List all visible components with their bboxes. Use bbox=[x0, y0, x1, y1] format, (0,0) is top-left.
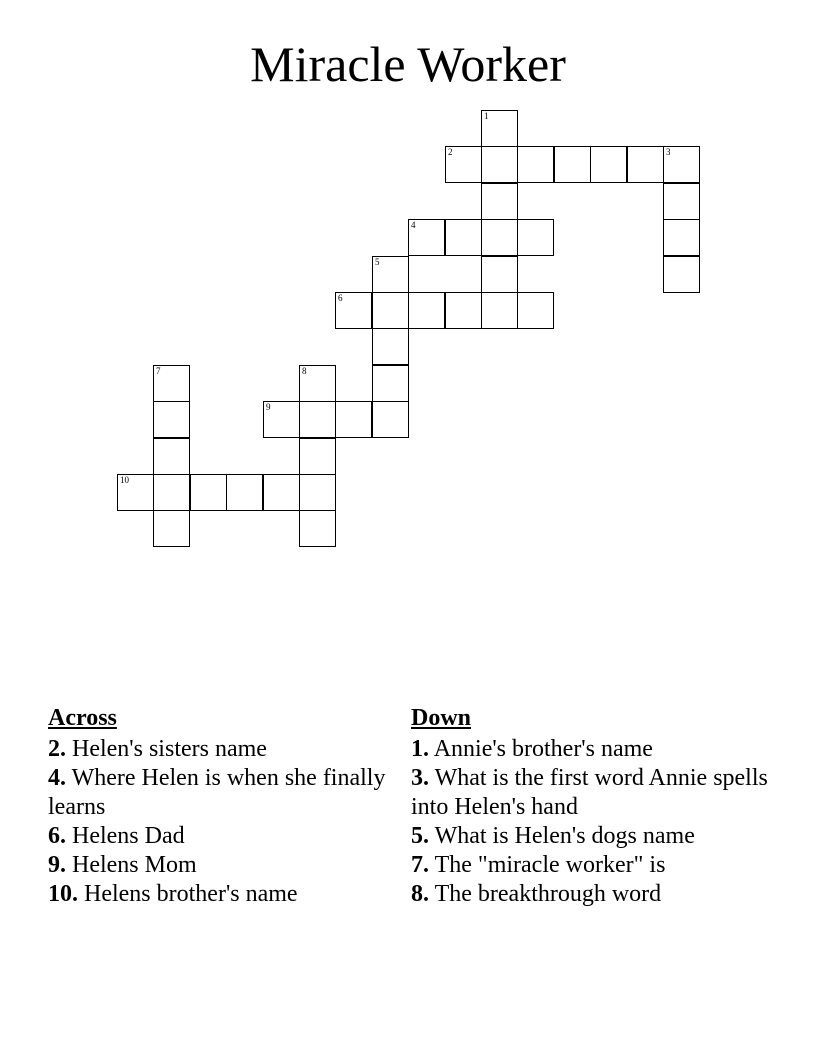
clue-number: 4. bbox=[48, 765, 66, 791]
down-clue bbox=[411, 851, 771, 880]
grid-cell[interactable] bbox=[372, 328, 409, 365]
down-clue bbox=[411, 880, 771, 909]
grid-cell[interactable] bbox=[481, 256, 518, 293]
grid-cell[interactable] bbox=[481, 292, 518, 329]
across-clue bbox=[48, 851, 408, 880]
clue-text: Annie's brother's name bbox=[433, 736, 653, 762]
down-clues bbox=[411, 704, 771, 909]
grid-cell[interactable] bbox=[372, 365, 409, 402]
grid-cell[interactable] bbox=[335, 401, 372, 438]
grid-cell[interactable] bbox=[445, 292, 482, 329]
cell-number: 2 bbox=[448, 147, 453, 157]
grid-cell[interactable] bbox=[445, 146, 482, 183]
grid-cell[interactable] bbox=[517, 146, 554, 183]
clue-number: 7. bbox=[411, 852, 429, 878]
clue-text: The "miracle worker" is bbox=[434, 852, 666, 878]
clue-number: 5. bbox=[411, 823, 429, 849]
grid-cell[interactable] bbox=[153, 401, 190, 438]
grid-cell[interactable] bbox=[663, 219, 700, 256]
clue-number: 10. bbox=[48, 881, 78, 907]
grid-cell[interactable] bbox=[663, 256, 700, 293]
down-clue bbox=[411, 764, 771, 822]
grid-cell[interactable] bbox=[481, 183, 518, 220]
down-clue bbox=[411, 822, 771, 851]
clue-number: 9. bbox=[48, 852, 66, 878]
grid-cell[interactable] bbox=[517, 219, 554, 256]
puzzle-title: Miracle Worker bbox=[250, 36, 566, 92]
across-clue bbox=[48, 880, 408, 909]
grid-cell[interactable] bbox=[627, 146, 664, 183]
cell-number: 3 bbox=[666, 147, 671, 157]
grid-cell[interactable] bbox=[226, 474, 263, 511]
grid-cell[interactable] bbox=[517, 292, 554, 329]
grid-cell[interactable] bbox=[481, 110, 518, 147]
grid-cell[interactable] bbox=[590, 146, 627, 183]
across-clues bbox=[48, 704, 408, 909]
clue-number: 1. bbox=[411, 736, 429, 762]
clue-text: The breakthrough word bbox=[434, 881, 662, 907]
grid-cell[interactable] bbox=[190, 474, 227, 511]
grid-cell[interactable] bbox=[299, 365, 336, 402]
clue-text: What is Helen's dogs name bbox=[434, 823, 695, 849]
grid-cell[interactable] bbox=[263, 401, 300, 438]
grid-cell[interactable] bbox=[372, 256, 409, 293]
cell-number: 8 bbox=[302, 366, 307, 376]
grid-cell[interactable] bbox=[372, 401, 409, 438]
grid-cell[interactable] bbox=[663, 146, 700, 183]
cell-number: 10 bbox=[120, 475, 129, 485]
clue-text: Helens Dad bbox=[72, 823, 185, 849]
cell-number: 7 bbox=[156, 366, 161, 376]
grid-cell[interactable] bbox=[153, 474, 190, 511]
down-clue bbox=[411, 735, 771, 764]
cell-number: 4 bbox=[411, 220, 416, 230]
down-heading: Down bbox=[411, 705, 472, 731]
grid-cell[interactable] bbox=[408, 292, 445, 329]
cell-number: 5 bbox=[375, 257, 380, 267]
clue-number: 2. bbox=[48, 736, 66, 762]
cell-number: 1 bbox=[484, 111, 489, 121]
grid-cell[interactable] bbox=[299, 510, 336, 547]
across-clue bbox=[48, 764, 408, 822]
across-clue bbox=[48, 822, 408, 851]
cell-number: 9 bbox=[266, 402, 271, 412]
grid-cell[interactable] bbox=[153, 438, 190, 475]
grid-cell[interactable] bbox=[445, 219, 482, 256]
across-heading: Across bbox=[48, 705, 117, 731]
clue-text: Helen's sisters name bbox=[72, 736, 267, 762]
clue-text: Where Helen is when she finally learns bbox=[48, 765, 386, 820]
cell-number: 6 bbox=[338, 293, 343, 303]
across-clue bbox=[48, 735, 408, 764]
clue-number: 8. bbox=[411, 881, 429, 907]
grid-cell[interactable] bbox=[299, 401, 336, 438]
grid-cell[interactable] bbox=[153, 510, 190, 547]
grid-cell[interactable] bbox=[299, 474, 336, 511]
grid-cell[interactable] bbox=[481, 146, 518, 183]
grid-cell[interactable] bbox=[299, 438, 336, 475]
clue-number: 3. bbox=[411, 765, 429, 791]
grid-cell[interactable] bbox=[372, 292, 409, 329]
grid-cell[interactable] bbox=[263, 474, 300, 511]
clue-text: What is the first word Annie spells into Helen's hand bbox=[411, 765, 768, 820]
grid-cell[interactable] bbox=[554, 146, 591, 183]
grid-cell[interactable] bbox=[153, 365, 190, 402]
grid-cell[interactable] bbox=[335, 292, 372, 329]
grid-cell[interactable] bbox=[408, 219, 445, 256]
grid-cell[interactable] bbox=[663, 183, 700, 220]
grid-cell[interactable] bbox=[117, 474, 154, 511]
clue-text: Helens Mom bbox=[72, 852, 197, 878]
grid-cell[interactable] bbox=[481, 219, 518, 256]
clue-number: 6. bbox=[48, 823, 66, 849]
clue-text: Helens brother's name bbox=[84, 881, 298, 907]
